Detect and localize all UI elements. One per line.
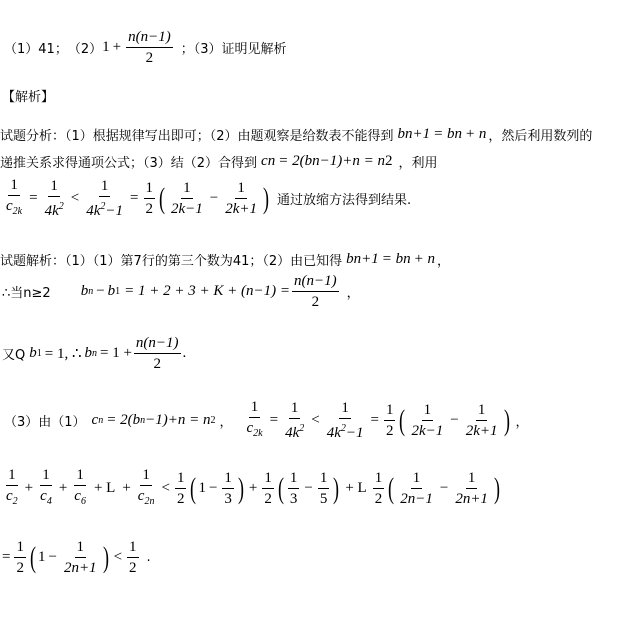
den-sq: 2 <box>100 201 106 212</box>
answer-part1: （1）41； <box>4 42 68 57</box>
p3-frac-half <box>384 401 396 440</box>
frac-den: 2 <box>129 560 137 576</box>
frac-2np1 <box>453 469 490 508</box>
frac-num: 1 <box>6 466 18 486</box>
final-period: . <box>146 550 151 565</box>
c-var: c <box>6 198 13 214</box>
c-var: c <box>74 488 81 504</box>
solution-text-2: ， <box>437 254 451 269</box>
solution-line-6 <box>2 538 151 577</box>
left-paren: ( <box>388 471 395 505</box>
frac-nn1-2 <box>292 272 339 311</box>
cn3-sq: 2 <box>210 415 216 426</box>
eq-sign: = <box>130 190 139 206</box>
analysis-cn-sub: n <box>267 153 276 169</box>
frac-num: 1 <box>144 179 156 199</box>
one: 1 <box>37 549 46 565</box>
frac-num: n(n−1) <box>134 334 181 354</box>
c-var: c <box>137 488 145 504</box>
frac-num: 1 <box>222 469 234 489</box>
k-sep: ， <box>219 415 233 430</box>
c-sub: 6 <box>80 496 86 507</box>
answer-line <box>0 28 286 67</box>
frac-den <box>136 486 157 511</box>
final-half <box>14 538 26 577</box>
analysis-cn-eq2: −1)+n = n <box>319 153 385 169</box>
frac-den: 2 <box>385 423 394 439</box>
jiexi-heading <box>0 86 54 105</box>
answer-part3: ；（3）证明见解析 <box>180 42 287 57</box>
frac-1-c2k <box>4 176 24 221</box>
minus-sign: − <box>209 190 219 206</box>
frac-half <box>144 179 156 218</box>
frac-num: 1 <box>476 401 488 421</box>
lt-sign: < <box>161 480 170 496</box>
rhs-half-1 <box>175 469 187 508</box>
den-minus: −1 <box>345 425 364 441</box>
eq-sign: = <box>370 412 379 428</box>
lt-sign: < <box>311 412 320 428</box>
p3-frac-1-4k2 <box>283 399 306 442</box>
answer-fraction <box>126 28 173 67</box>
sol-b: b <box>346 251 354 267</box>
analysis-text-4: ，利用 <box>398 156 438 171</box>
frac-num: 1 <box>8 176 20 196</box>
frac-num: 1 <box>14 538 26 558</box>
frac-den: 2 <box>145 201 153 217</box>
final-half-2 <box>127 538 139 577</box>
c-sub: 2k <box>12 206 23 217</box>
c-var: c <box>40 488 47 504</box>
frac-num: 1 <box>127 538 139 558</box>
c-sub: 2n <box>144 496 155 507</box>
frac-den <box>325 419 366 442</box>
frac-den <box>38 486 54 511</box>
bn: b <box>80 283 89 299</box>
solution-line-2 <box>0 272 360 311</box>
frac-num: 1 <box>40 466 52 486</box>
solution-line-3 <box>0 334 186 373</box>
part3-lead: （3）由（1） <box>4 415 86 430</box>
bn2: b <box>84 345 92 361</box>
left-paren: ( <box>399 403 406 437</box>
frac-den <box>84 197 125 220</box>
frac-den: 2 <box>311 294 320 310</box>
frac-den <box>283 419 306 442</box>
den-text: 4k <box>44 203 59 219</box>
den-sq: 2 <box>58 201 64 212</box>
frac-num: 1 <box>373 469 385 489</box>
cn3: c <box>91 412 99 428</box>
p3-frac-2km1 <box>409 401 445 440</box>
p3-frac-2kp1 <box>464 401 500 440</box>
solution-line-5 <box>2 466 502 511</box>
answer-plus: + <box>112 39 122 55</box>
analysis-b-sub: n+1 <box>405 126 431 142</box>
answer-fraction-numerator: n(n−1) <box>126 28 173 48</box>
analysis-cn-eq: = 2(b <box>278 153 313 169</box>
den-text: 4k <box>285 425 300 441</box>
frac-den: 2 <box>176 491 185 507</box>
rhs-half-2 <box>262 469 274 508</box>
bn-eq: = 1 + <box>100 345 132 361</box>
b1b: b <box>29 345 37 361</box>
frac-num: 1 <box>48 177 60 197</box>
frac-num: 1 <box>411 469 423 489</box>
frac-num: 1 <box>318 469 330 489</box>
b1-eq: = 1, ∴ <box>44 346 82 362</box>
c-sub: 4 <box>46 496 52 507</box>
minus-sign: − <box>439 480 449 496</box>
frac-den <box>72 486 88 511</box>
c-var: c <box>246 420 254 436</box>
frac-den: 2k−1 <box>171 201 203 217</box>
left-paren: ( <box>159 181 165 215</box>
frac-den <box>43 197 66 220</box>
end-comma: ， <box>515 415 529 430</box>
frac-den: 2n+1 <box>63 560 97 576</box>
frac-den: 2n−1 <box>400 491 433 507</box>
plus-L2: + L <box>345 480 367 496</box>
den-minus: −1 <box>105 203 124 219</box>
final-eq: = <box>2 549 11 565</box>
bn2-sub: n <box>92 348 97 359</box>
analysis-cn-sq: 2 <box>384 153 393 169</box>
bn-sub: n <box>88 286 94 297</box>
analysis-line-1 <box>0 125 592 144</box>
right-paren: ) <box>102 540 109 574</box>
frac-den: 5 <box>319 491 328 507</box>
final-lt: < <box>113 549 123 565</box>
sol-eq: = b <box>381 251 404 267</box>
analysis-text-3: 递推关系求得通项公式；（3）结（2）合得到 <box>0 156 258 171</box>
frac-1-4k2m1 <box>84 177 125 220</box>
final-frac-2np1 <box>62 538 99 577</box>
p3-frac-1-4k2m1 <box>325 399 366 442</box>
frac-den <box>244 418 264 443</box>
frac-num: 1 <box>422 401 434 421</box>
analysis-line-2 <box>0 152 437 171</box>
analysis-eq-sub: n <box>454 126 463 142</box>
cn3-sub: n <box>98 415 104 426</box>
c-var: c <box>6 488 13 504</box>
left-paren: ( <box>29 540 36 574</box>
frac-den: 2 <box>374 491 383 507</box>
frac-den: 2 <box>16 560 24 576</box>
plus-sign: + <box>122 480 131 496</box>
minus-sign: − <box>96 283 105 299</box>
sol-plus-n: + n <box>413 251 436 267</box>
minus-sign: − <box>304 480 313 496</box>
plus-sign: + <box>58 480 68 496</box>
b1: b <box>107 283 116 299</box>
frac-1-5 <box>318 469 330 508</box>
sol-eq-sub: n <box>403 251 411 267</box>
sum-frac-c4 <box>38 466 54 511</box>
analysis-inequality <box>2 176 411 221</box>
plus-sign: + <box>24 480 34 496</box>
frac-den: 2 <box>153 356 161 372</box>
frac-num: 1 <box>181 179 193 199</box>
eq-sign: = <box>269 412 279 428</box>
rhs-half-3 <box>373 469 385 508</box>
analysis-b: b <box>397 126 406 142</box>
b1-sub: 1 <box>115 286 121 297</box>
one: 1 <box>198 480 206 496</box>
frac-den: 2 <box>264 491 272 507</box>
c-sub: 2 <box>12 496 18 507</box>
therefore-when: ∴当n≥2 <box>2 286 51 301</box>
analysis-text-1: 试题分析：（1）根据规律写出即可；（2）由题观察是给数表不能得到 <box>0 129 394 144</box>
cn3-eq-sub: n <box>140 415 146 426</box>
lt-sign: < <box>70 190 80 206</box>
frac-num: 1 <box>235 179 247 199</box>
frac-1-4k2 <box>43 177 66 220</box>
sol-b-sub: n+1 <box>353 251 379 267</box>
solution-line-4 <box>0 398 529 443</box>
frac-num: 1 <box>288 469 300 489</box>
b1b-sub: 1 <box>36 348 42 359</box>
analysis-eq: = b <box>433 126 455 142</box>
cn3-eq2: −1)+n = n <box>145 412 211 428</box>
jiexi-title: 【解析】 <box>2 90 55 105</box>
p3-frac-1-c2k <box>244 398 264 443</box>
frac-den: 3 <box>224 491 232 507</box>
den-text: 4k <box>86 203 101 219</box>
frac-num: 1 <box>75 538 87 558</box>
frac-1-3b <box>288 469 300 508</box>
frac-num: 1 <box>140 466 152 486</box>
frac-num: n(n−1) <box>292 272 339 292</box>
frac-num: 1 <box>175 469 187 489</box>
frac-num: 1 <box>466 469 478 489</box>
solution-text-1: 试题解析：（1）（1）第7行的第三个数为41；（2）由已知得 <box>0 254 343 269</box>
frac-den: 2n+1 <box>455 491 488 507</box>
right-paren: ) <box>503 403 510 437</box>
frac-num: 1 <box>249 398 261 418</box>
frac-num: 1 <box>384 401 396 421</box>
sum-frac-c2n <box>136 466 157 511</box>
analysis-text-2: ，然后利用数列的 <box>488 129 593 144</box>
sum-rhs: = 1 + 2 + 3 + K + (n−1) = <box>124 283 291 299</box>
left-paren: ( <box>277 471 284 505</box>
den-text: 4k <box>326 425 341 441</box>
den-sq: 2 <box>340 423 346 434</box>
minus-sign: − <box>450 412 459 428</box>
frac-num: 1 <box>99 177 111 197</box>
frac-den: 2k−1 <box>411 423 444 439</box>
eq-sign: = <box>29 190 38 206</box>
frac-1-2km1 <box>169 179 205 218</box>
frac-den: 3 <box>289 491 298 507</box>
dot: . <box>182 345 187 361</box>
frac-num: 1 <box>339 399 351 419</box>
solution-line-1 <box>0 250 450 269</box>
frac-den <box>4 486 20 511</box>
analysis-cn: c <box>261 153 268 169</box>
analysis-step-text: 通过放缩方法得到结果. <box>277 193 412 208</box>
right-paren: ) <box>237 471 244 505</box>
frac-1-3 <box>222 469 234 508</box>
left-paren: ( <box>190 471 197 505</box>
minus-sign: − <box>208 480 218 496</box>
answer-fraction-denominator: 2 <box>145 50 154 66</box>
right-paren: ) <box>333 471 340 505</box>
frac-den <box>4 196 24 221</box>
answer-one: 1 <box>102 39 110 55</box>
sum-frac-c2 <box>4 466 20 511</box>
frac-2nm1 <box>398 469 435 508</box>
cn3-eq: = 2(b <box>106 412 141 428</box>
frac-nn1-2b <box>134 334 181 373</box>
frac-1-2kp1 <box>223 179 259 218</box>
comma: ， <box>346 286 360 301</box>
plus-L: + L <box>93 480 116 496</box>
frac-num: 1 <box>289 399 301 419</box>
frac-num: 1 <box>262 469 274 489</box>
answer-part2-label: （2） <box>67 42 103 57</box>
frac-den: 2k+1 <box>225 201 258 217</box>
right-paren: ) <box>263 181 270 215</box>
also-q: 又Q <box>2 348 26 363</box>
right-paren: ) <box>493 471 500 505</box>
plus-sign: + <box>248 480 258 496</box>
analysis-cn-eq-sub: n <box>312 153 320 169</box>
minus-sign: − <box>48 549 57 565</box>
c-sub: 2k <box>253 428 263 439</box>
sum-frac-c6 <box>72 466 88 511</box>
den-sq: 2 <box>299 423 305 434</box>
analysis-plus-n: + n <box>465 126 487 142</box>
frac-den: 2k+1 <box>465 423 498 439</box>
frac-num: 1 <box>74 466 86 486</box>
